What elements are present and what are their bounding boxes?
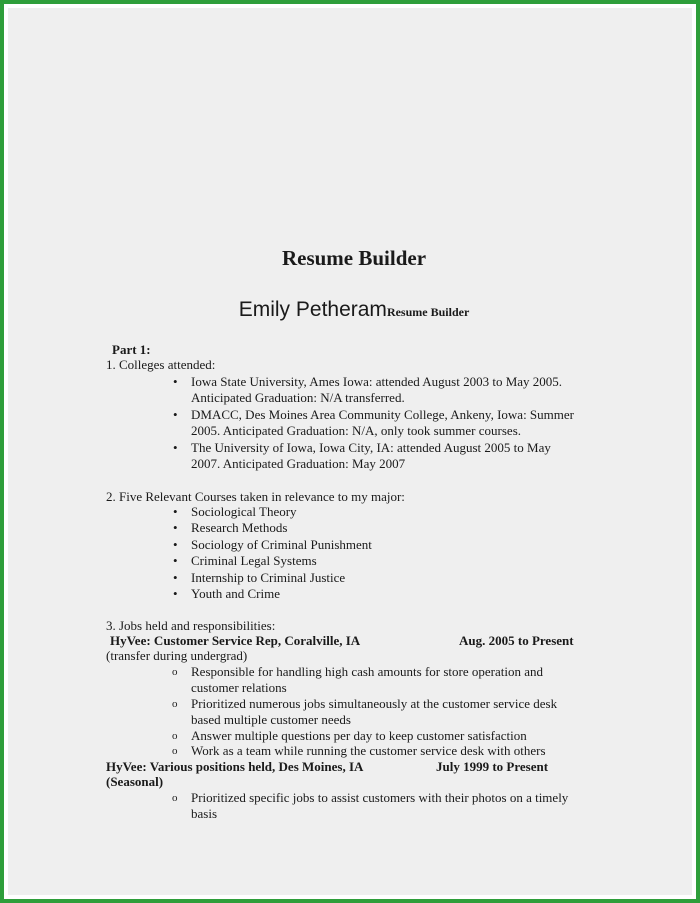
job-duty-line: Prioritized specific jobs to assist customers with their photos on a timely	[191, 790, 569, 805]
job-duty-line: Responsible for handling high cash amounts for store operation and	[191, 664, 544, 679]
bullet-icon: •	[173, 374, 178, 389]
bullet-icon: •	[173, 537, 178, 552]
applicant-name: Emily Petheram	[238, 298, 387, 321]
job1-note: (transfer during undergrad)	[106, 648, 248, 663]
part-label: Part 1:	[112, 342, 151, 357]
bullet-icon: •	[173, 520, 178, 535]
course-item: Youth and Crime	[191, 586, 280, 601]
name-suffix: Resume Builder	[386, 305, 470, 319]
college-line: Iowa State University, Ames Iowa: attended August 2003 to May 2005.	[191, 374, 563, 389]
bullet-icon: •	[173, 586, 178, 601]
job-duty-line: customer relations	[191, 680, 287, 695]
sub-bullet-icon: o	[172, 698, 178, 710]
sub-bullet-icon: o	[172, 792, 178, 804]
bullet-icon: •	[173, 553, 178, 568]
course-item: Sociological Theory	[191, 504, 297, 519]
bullet-icon: •	[173, 504, 178, 519]
college-line: 2005. Anticipated Graduation: N/A, only took summer courses.	[191, 423, 522, 438]
sub-bullet-icon: o	[172, 666, 178, 678]
document-title: Resume Builder	[281, 246, 427, 270]
name-line	[8, 298, 700, 322]
course-item: Research Methods	[191, 520, 288, 535]
bullet-icon: •	[173, 570, 178, 585]
job-duty-line: based multiple customer needs	[191, 712, 351, 727]
course-item: Internship to Criminal Justice	[191, 570, 346, 585]
job-duty-line: Work as a team while running the customer service desk with others	[191, 743, 546, 758]
college-line: 2007. Anticipated Graduation: May 2007	[191, 456, 406, 471]
jobs-heading: 3. Jobs held and responsibilities:	[106, 618, 276, 633]
job2-note: (Seasonal)	[106, 774, 164, 789]
job2-title: HyVee: Various positions held, Des Moines, IA	[106, 759, 364, 774]
college-line: The University of Iowa, Iowa City, IA: attended August 2005 to May	[191, 440, 551, 455]
course-item: Criminal Legal Systems	[191, 553, 317, 568]
sub-bullet-icon: o	[172, 730, 178, 742]
job1-title: HyVee: Customer Service Rep, Coralville, IA	[110, 633, 361, 648]
college-line: DMACC, Des Moines Area Community College, Ankeny, Iowa: Summer	[191, 407, 574, 422]
job-duty-line: basis	[191, 806, 217, 821]
job2-dates: July 1999 to Present	[436, 759, 549, 774]
course-item: Sociology of Criminal Punishment	[191, 537, 372, 552]
job-duty-line: Answer multiple questions per day to keep customer satisfaction	[191, 728, 527, 743]
colleges-heading: 1. Colleges attended:	[106, 357, 216, 372]
bullet-icon: •	[173, 407, 178, 422]
sub-bullet-icon: o	[172, 745, 178, 757]
job1-dates: Aug. 2005 to Present	[459, 633, 574, 648]
document-page	[8, 8, 692, 895]
courses-heading: 2. Five Relevant Courses taken in relevance to my major:	[106, 489, 405, 504]
job-duty-line: Prioritized numerous jobs simultaneously at the customer service desk	[191, 696, 558, 711]
bullet-icon: •	[173, 440, 178, 455]
college-line: Anticipated Graduation: N/A transferred.	[191, 390, 405, 405]
